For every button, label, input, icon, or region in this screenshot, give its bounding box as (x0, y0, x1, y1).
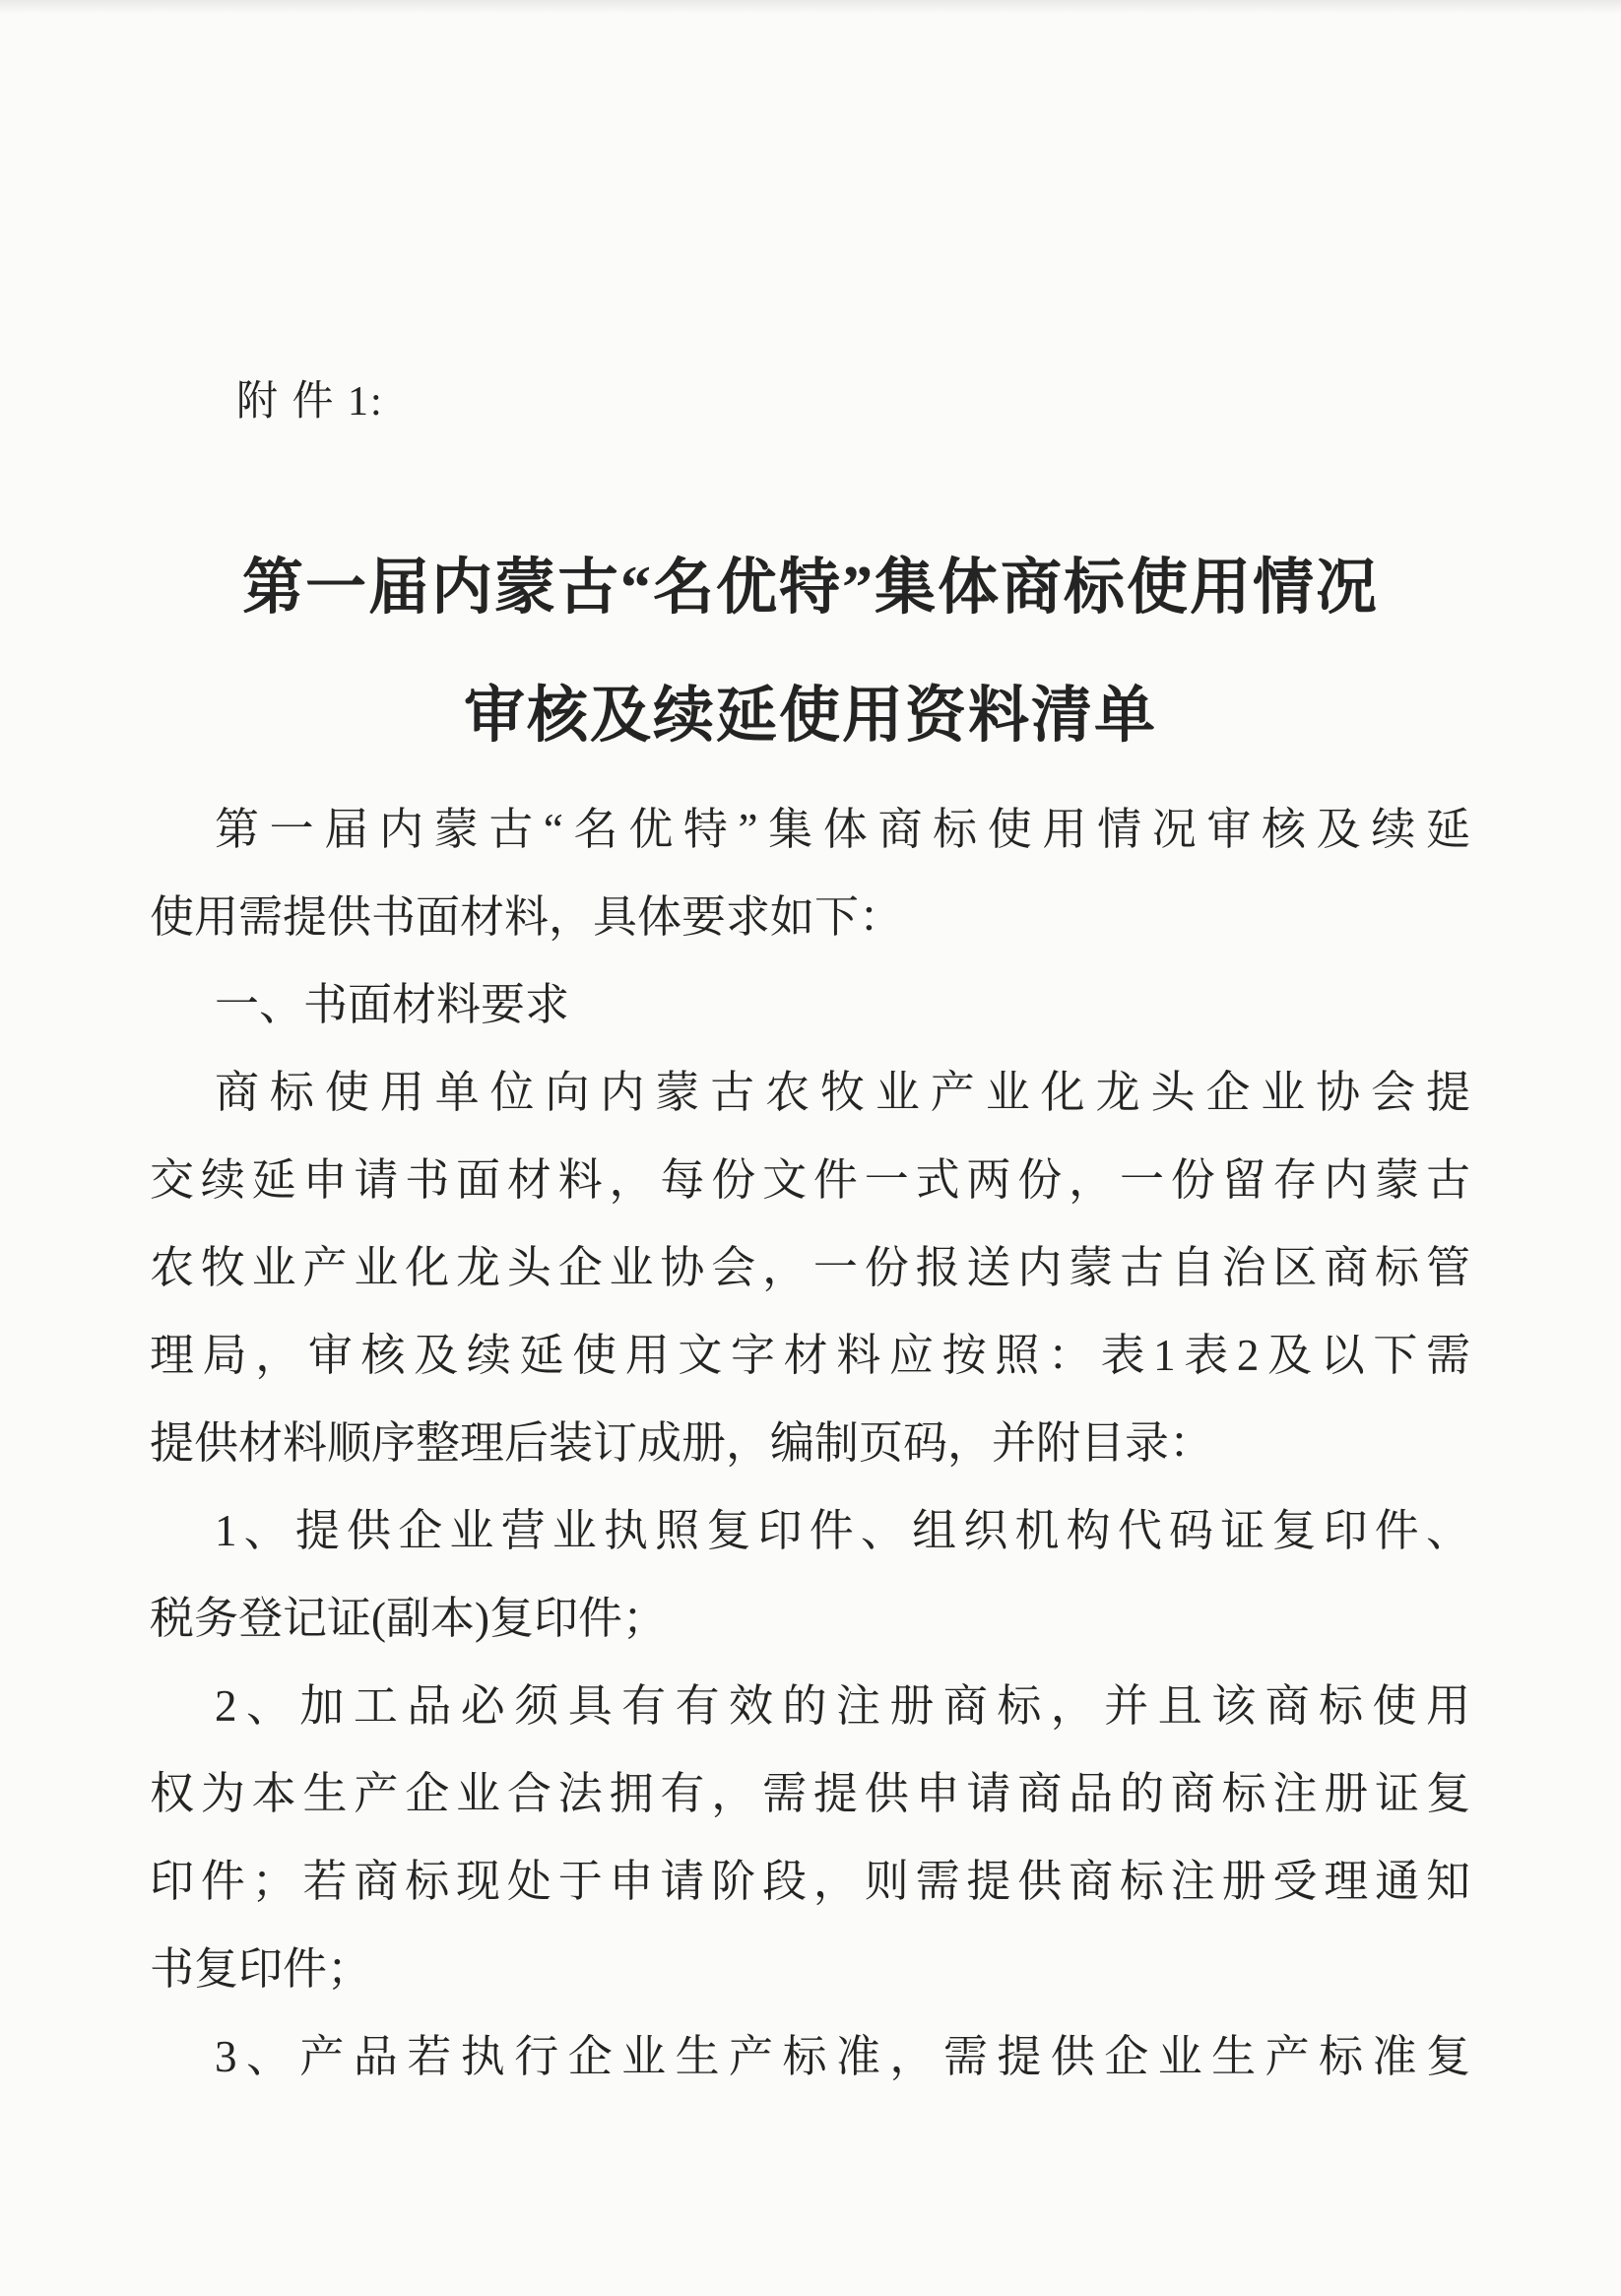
document-body (150, 786, 1470, 2101)
document-title-line-2: 审核及续延使用资料清单 (463, 683, 1157, 750)
body-line-15: 3、产品若执行企业生产标准，需提供企业生产标准复 (215, 2032, 1470, 2081)
scan-artifact-top-band (0, 0, 1621, 14)
body-line-3: 一、书面材料要求 (215, 980, 570, 1029)
attachment-label: 附 件 1: (236, 379, 384, 425)
body-line-8: 提供材料顺序整理后装订成册，编制页码，并附目录： (150, 1418, 1214, 1468)
body-line-7: 理局，审核及续延使用文字材料应按照：表1表2及以下需 (150, 1331, 1470, 1380)
body-line-4: 商标使用单位向内蒙古农牧业产业化龙头企业协会提 (215, 1068, 1470, 1117)
body-line-10: 税务登记证(副本)复印件； (150, 1594, 667, 1643)
body-line-1: 第一届内蒙古“名优特”集体商标使用情况审核及续延 (215, 805, 1470, 854)
body-line-12: 权为本生产企业合法拥有，需提供申请商品的商标注册证复 (150, 1769, 1470, 1818)
body-line-14: 书复印件； (150, 1944, 372, 1994)
document-title-line-1: 第一届内蒙古“名优特”集体商标使用情况 (241, 555, 1379, 622)
body-line-11: 2、加工品必须具有有效的注册商标，并且该商标使用 (215, 1681, 1470, 1731)
body-line-6: 农牧业产业化龙头企业协会，一份报送内蒙古自治区商标管 (150, 1243, 1470, 1292)
body-line-9: 1、提供企业营业执照复印件、组织机构代码证复印件、 (215, 1506, 1470, 1555)
body-line-5: 交续延申请书面材料，每份文件一式两份，一份留存内蒙古 (150, 1155, 1470, 1205)
body-line-2: 使用需提供书面材料，具体要求如下： (150, 892, 904, 942)
body-line-13: 印件；若商标现处于申请阶段，则需提供商标注册受理通知 (150, 1857, 1470, 1906)
document-title (118, 524, 1503, 780)
